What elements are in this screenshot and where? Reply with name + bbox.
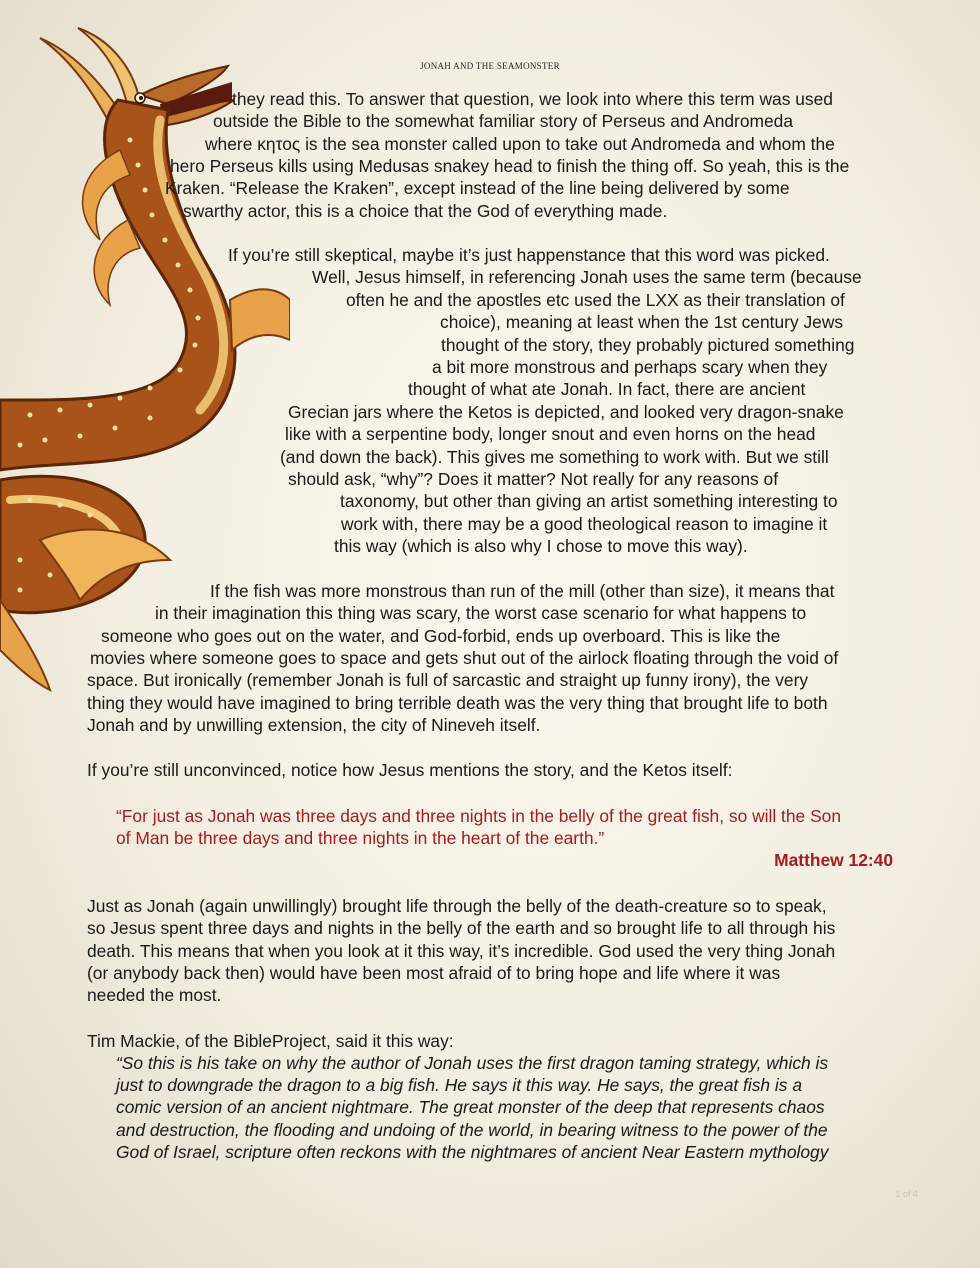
- text-line: should ask, “why”? Does it matter? Not really for any reasons of: [288, 469, 779, 489]
- text-line: movies where someone goes to space and gets shut out of the airlock floating through the void of: [90, 648, 839, 668]
- scripture-quote-line: of Man be three days and three nights in the heart of the earth.”: [116, 828, 605, 848]
- text-line: they read this. To answer that question, we look into where this term was used: [232, 89, 833, 109]
- text-line: death. This means that when you look at it this way, it’s incredible. God used the very thing Jonah: [87, 941, 836, 961]
- text-line: this way (which is also why I chose to move this way).: [334, 536, 748, 556]
- text-line: outside the Bible to the somewhat familiar story of Perseus and Andromeda: [213, 111, 794, 131]
- text-line: someone who goes out on the water, and God-forbid, ends up overboard. This is like the: [101, 626, 781, 646]
- mackie-quote-line: God of Israel, scripture often reckons with the nightmares of ancient Near Eastern mythology: [116, 1142, 829, 1162]
- text-line: so Jesus spent three days and nights in the belly of the earth and so brought life to all through his: [87, 918, 836, 938]
- text-line: swarthy actor, this is a choice that the God of everything made.: [183, 201, 668, 221]
- text-line: If the fish was more monstrous than run of the mill (other than size), it means that: [210, 581, 835, 601]
- mackie-quote-line: “So this is his take on why the author of Jonah uses the first dragon taming strategy, which is: [116, 1053, 829, 1073]
- text-line: space. But ironically (remember Jonah is full of sarcastic and straight up funny irony), the very: [87, 670, 809, 690]
- text-line: often he and the apostles etc used the LXX as their translation of: [346, 290, 845, 310]
- text-line: Tim Mackie, of the BibleProject, said it this way:: [87, 1031, 454, 1051]
- mackie-quote-line: comic version of an ancient nightmare. The great monster of the deep that represents chaos: [116, 1097, 825, 1117]
- text-line: (and down the back). This gives me something to work with. But we still: [280, 447, 829, 467]
- text-line: work with, there may be a good theological reason to imagine it: [341, 514, 828, 534]
- mackie-quote-line: and destruction, the flooding and undoing of the world, in bearing witness to the power of the: [116, 1120, 828, 1140]
- scripture-quote-line: “For just as Jonah was three days and three nights in the belly of the great fish, so will the Son: [116, 806, 842, 826]
- text-line: like with a serpentine body, longer snout and even horns on the head: [285, 424, 816, 444]
- text-line: (or anybody back then) would have been most afraid of to bring hope and life where it was: [87, 963, 781, 983]
- text-line: thought of what ate Jonah. In fact, there are ancient: [408, 379, 806, 399]
- page-number: 1 of 4: [895, 1189, 918, 1199]
- text-line: thing they would have imagined to bring terrible death was the very thing that brought life to both: [87, 693, 828, 713]
- text-line: needed the most.: [87, 985, 222, 1005]
- text-line: Well, Jesus himself, in referencing Jonah uses the same term (because: [312, 267, 862, 287]
- text-line: If you’re still unconvinced, notice how Jesus mentions the story, and the Ketos itself:: [87, 760, 733, 780]
- text-line: choice), meaning at least when the 1st century Jews: [440, 312, 844, 332]
- scripture-citation: Matthew 12:40: [774, 850, 893, 870]
- mackie-quote-line: just to downgrade the dragon to a big fish. He says it this way. He says, the great fish is a: [116, 1075, 802, 1095]
- text-line: Just as Jonah (again unwillingly) brought life through the belly of the death-creature so to speak,: [87, 896, 827, 916]
- text-line: Jonah and by unwilling extension, the city of Nineveh itself.: [87, 715, 541, 735]
- text-line: hero Perseus kills using Medusas snakey head to finish the thing off. So yeah, this is the: [170, 156, 850, 176]
- text-line: in their imagination this thing was scary, the worst case scenario for what happens to: [155, 603, 807, 623]
- text-line: taxonomy, but other than giving an artist something interesting to: [340, 491, 838, 511]
- text-line: thought of the story, they probably pictured something: [441, 335, 855, 355]
- text-line: where κητος is the sea monster called upon to take out Andromeda and whom the: [205, 134, 835, 154]
- text-line: If you’re still skeptical, maybe it’s just happenstance that this word was picked.: [228, 245, 830, 265]
- text-line: a bit more monstrous and perhaps scary when they: [432, 357, 828, 377]
- text-line: Grecian jars where the Ketos is depicted, and looked very dragon-snake: [288, 402, 844, 422]
- text-line: Kraken. “Release the Kraken”, except instead of the line being delivered by some: [165, 178, 790, 198]
- running-header: JONAH AND THE SEAMONSTER: [420, 61, 560, 71]
